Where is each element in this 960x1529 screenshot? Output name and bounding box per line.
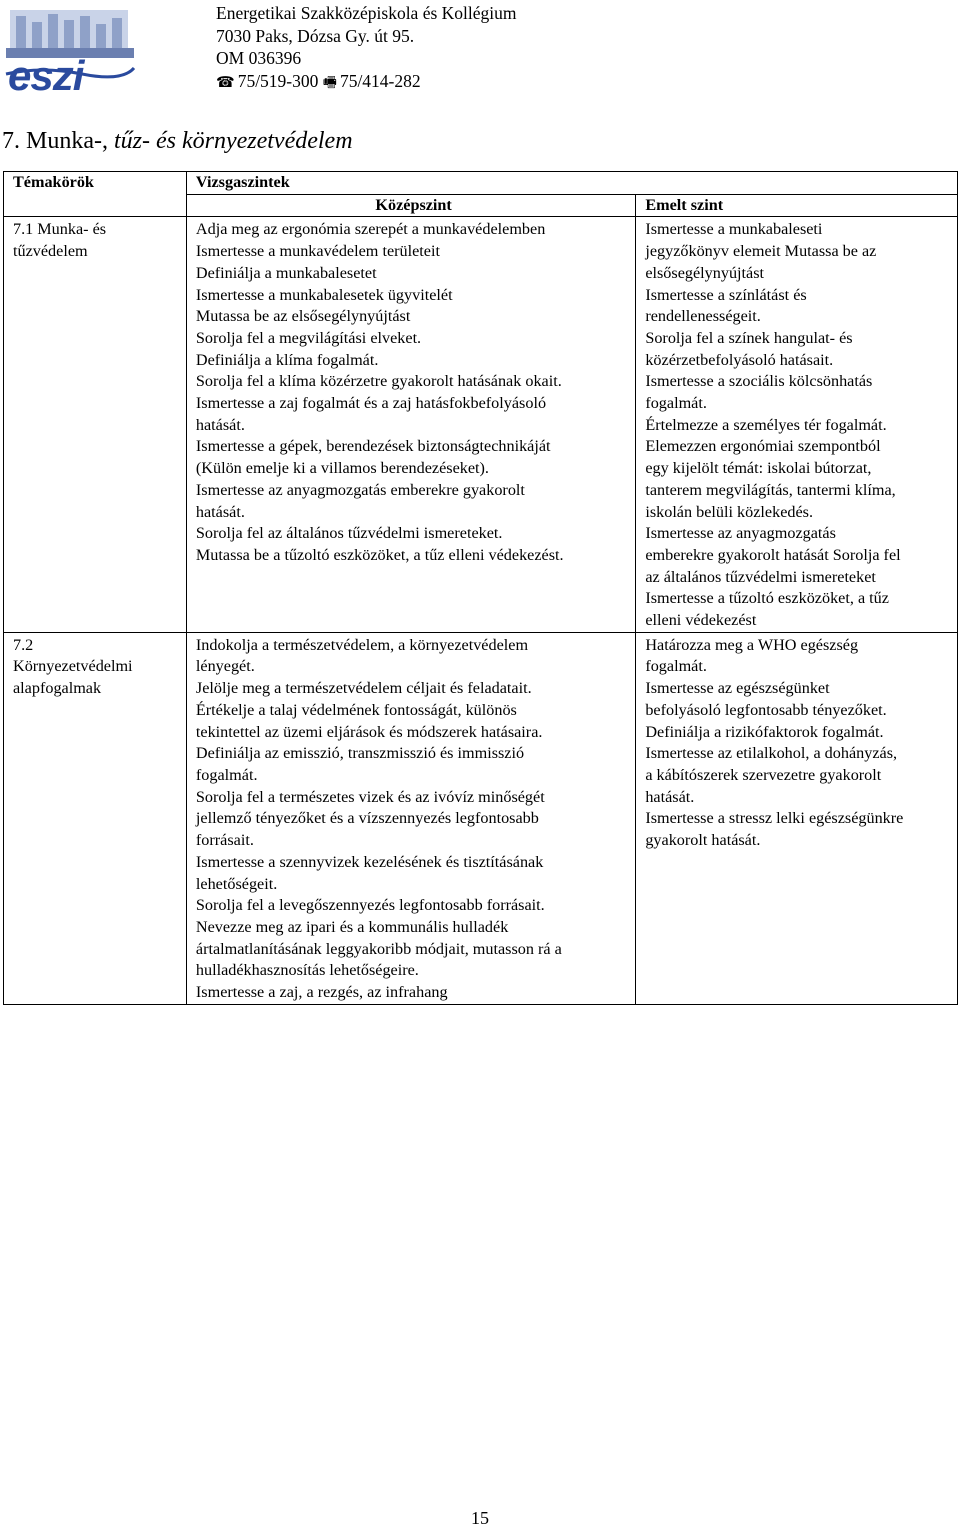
- text-line: fogalmát.: [195, 765, 258, 784]
- text-line: ártalmatlanításának leggyakoribb módjait, mutasson rá a: [195, 939, 562, 958]
- text-line: Ismertesse a stressz lelki egészségünkre: [645, 809, 904, 828]
- text-line: Ismertesse az anyagmozgatás: [645, 524, 836, 543]
- text-line: Ismertesse a munkabaleseti: [645, 220, 823, 239]
- table-row: [4, 217, 958, 632]
- text-line: tanterem megvilágítás, tantermi klíma,: [645, 480, 896, 499]
- header-exam-levels: Vizsgaszintek: [186, 172, 957, 195]
- text-line: tűzvédelem: [13, 242, 88, 261]
- text-line: Ismertesse a zaj, a rezgés, az infrahang: [195, 983, 448, 1002]
- text-line: Definiálja a klíma fogalmát.: [195, 350, 379, 369]
- text-line: 7.1 Munka- és: [13, 220, 107, 239]
- table-header-row: [4, 172, 958, 195]
- section-title-prefix: 7. Munka-,: [2, 128, 114, 154]
- fax-number: 75/414-282: [339, 70, 421, 91]
- requirements-table: [3, 171, 958, 1005]
- text-line: Ismertesse a munkabalesetek ügyvitelét: [195, 285, 453, 304]
- text-line: lényegét.: [195, 657, 255, 676]
- text-line: Ismertesse a munkavédelem területeit: [195, 242, 440, 261]
- school-header: [216, 2, 517, 94]
- advanced-level-cell: [636, 632, 958, 1004]
- text-line: Sorolja fel a levegőszennyezés legfontosabb forrásait.: [195, 896, 545, 915]
- mid-level-cell: [186, 632, 635, 1004]
- text-line: befolyásoló legfontosabb tényezőket.: [645, 700, 887, 719]
- mid-level-lines: [196, 217, 631, 566]
- text-line: tekintettel az üzemi eljárások és módszerek hatásaira.: [195, 722, 543, 741]
- text-line: 7.2: [13, 635, 34, 654]
- text-line: Ismertesse az anyagmozgatás emberekre gyakorolt: [195, 480, 525, 499]
- advanced-level-lines: [645, 633, 953, 852]
- school-address: 7030 Paks, Dózsa Gy. út 95.: [216, 25, 415, 46]
- school-om: OM 036396: [216, 48, 302, 68]
- text-line: Definiálja az emisszió, transzmisszió és immisszió: [195, 744, 525, 763]
- text-line: Ismertesse a szennyvizek kezelésének és tisztításának: [195, 852, 544, 871]
- text-line: közérzetbefolyásoló hatásait.: [645, 350, 834, 369]
- text-line: az általános tűzvédelmi ismereteket: [645, 567, 876, 586]
- text-line: iskolán belüli közlekedés.: [645, 502, 814, 521]
- header-advanced-level: Emelt szint: [636, 194, 958, 217]
- topic-cell: [4, 217, 187, 632]
- text-line: Sorolja fel a klíma közérzetre gyakorolt hatásának okait.: [195, 372, 562, 391]
- text-line: forrásait.: [195, 831, 254, 850]
- text-line: Definiálja a munkabalesetet: [195, 263, 377, 282]
- svg-text:eszi: eszi: [8, 52, 84, 96]
- text-line: (Külön emelje ki a villamos berendezéseket).: [195, 459, 489, 478]
- text-line: Sorolja fel a színek hangulat- és: [645, 328, 853, 347]
- text-line: Mutassa be a tűzoltó eszközöket, a tűz elleni védekezést.: [195, 545, 564, 564]
- text-line: elsősegélynyújtást: [645, 263, 765, 282]
- text-line: alapfogalmak: [13, 679, 102, 698]
- text-line: Nevezze meg az ipari és a kommunális hulladék: [195, 917, 509, 936]
- text-line: a kábítószerek szervezetre gyakorolt: [645, 765, 882, 784]
- mid-level-lines: [196, 633, 631, 1004]
- text-line: Adja meg az ergonómia szerepét a munkavédelemben: [195, 220, 546, 239]
- text-line: hulladékhasznosítás lehetőségeire.: [195, 961, 419, 980]
- text-line: Ismertesse a zaj fogalmát és a zaj hatásfokbefolyásoló: [195, 394, 547, 413]
- advanced-level-cell: [636, 217, 958, 632]
- text-line: gyakorolt hatását.: [645, 831, 761, 850]
- text-line: Ismertesse a tűzoltó eszközöket, a tűz: [645, 589, 889, 608]
- school-contact: [216, 70, 517, 95]
- text-line: Mutassa be az elsősegélynyújtást: [195, 307, 411, 326]
- header-mid-level: Középszint: [186, 194, 635, 217]
- text-line: Ismertesse a szociális kölcsönhatás: [645, 372, 873, 391]
- section-title-italic: tűz- és környezetvédelem: [113, 128, 353, 154]
- topic-lines: [13, 217, 182, 262]
- text-line: Definiálja a rizikófaktorok fogalmát.: [645, 722, 884, 741]
- text-line: rendellenességeit.: [645, 307, 761, 326]
- phone-number: 75/519-300: [237, 70, 319, 91]
- text-line: Sorolja fel a megvilágítási elveket.: [195, 328, 422, 347]
- advanced-level-lines: [645, 217, 953, 631]
- school-logo: [2, 4, 138, 96]
- text-line: elleni védekezést: [645, 611, 757, 630]
- text-line: emberekre gyakorolt hatását Sorolja fel: [645, 545, 901, 564]
- text-line: Jelölje meg a természetvédelem céljait és feladatait.: [195, 679, 532, 698]
- section-title: [2, 128, 353, 155]
- text-line: Sorolja fel az általános tűzvédelmi ismereteket.: [195, 524, 503, 543]
- text-line: Elemezzen ergonómiai szempontból: [645, 437, 881, 456]
- text-line: fogalmát.: [645, 394, 707, 413]
- fax-icon: 🖷: [322, 74, 337, 91]
- text-line: lehetőségeit.: [195, 874, 278, 893]
- text-line: Indokolja a természetvédelem, a környezetvédelem: [195, 635, 529, 654]
- text-line: Sorolja fel a természetes vizek és az ivóvíz minőségét: [195, 787, 545, 806]
- text-line: Környezetvédelmi: [13, 657, 133, 676]
- text-line: Határozza meg a WHO egészség: [645, 635, 859, 654]
- text-line: Értékelje a talaj védelmének fontosságát, különös: [195, 700, 517, 719]
- text-line: egy kijelölt témát: iskolai bútorzat,: [645, 459, 872, 478]
- header-topics: Témakörök: [4, 172, 187, 217]
- text-line: jellemző tényezőket és a vízszennyezés legfontosabb: [195, 809, 539, 828]
- text-line: Értelmezze a személyes tér fogalmát.: [645, 415, 887, 434]
- text-line: Ismertesse a színlátást és: [645, 285, 807, 304]
- topic-lines: [13, 633, 182, 700]
- text-line: Ismertesse a gépek, berendezések biztonságtechnikáját: [195, 437, 551, 456]
- topic-cell: [4, 632, 187, 1004]
- text-line: Ismertesse az etilalkohol, a dohányzás,: [645, 744, 898, 763]
- table-row: [4, 632, 958, 1004]
- text-line: hatását.: [645, 787, 695, 806]
- text-line: Ismertesse az egészségünket: [645, 679, 830, 698]
- text-line: hatását.: [195, 415, 245, 434]
- text-line: hatását.: [195, 502, 245, 521]
- school-name: Energetikai Szakközépiskola és Kollégium: [216, 3, 517, 23]
- text-line: jegyzőkönyv elemeit Mutassa be az: [645, 242, 877, 261]
- mid-level-cell: [186, 217, 635, 632]
- telephone-icon: ☎: [216, 74, 235, 91]
- text-line: fogalmát.: [645, 657, 707, 676]
- page-number: 15: [471, 1508, 489, 1528]
